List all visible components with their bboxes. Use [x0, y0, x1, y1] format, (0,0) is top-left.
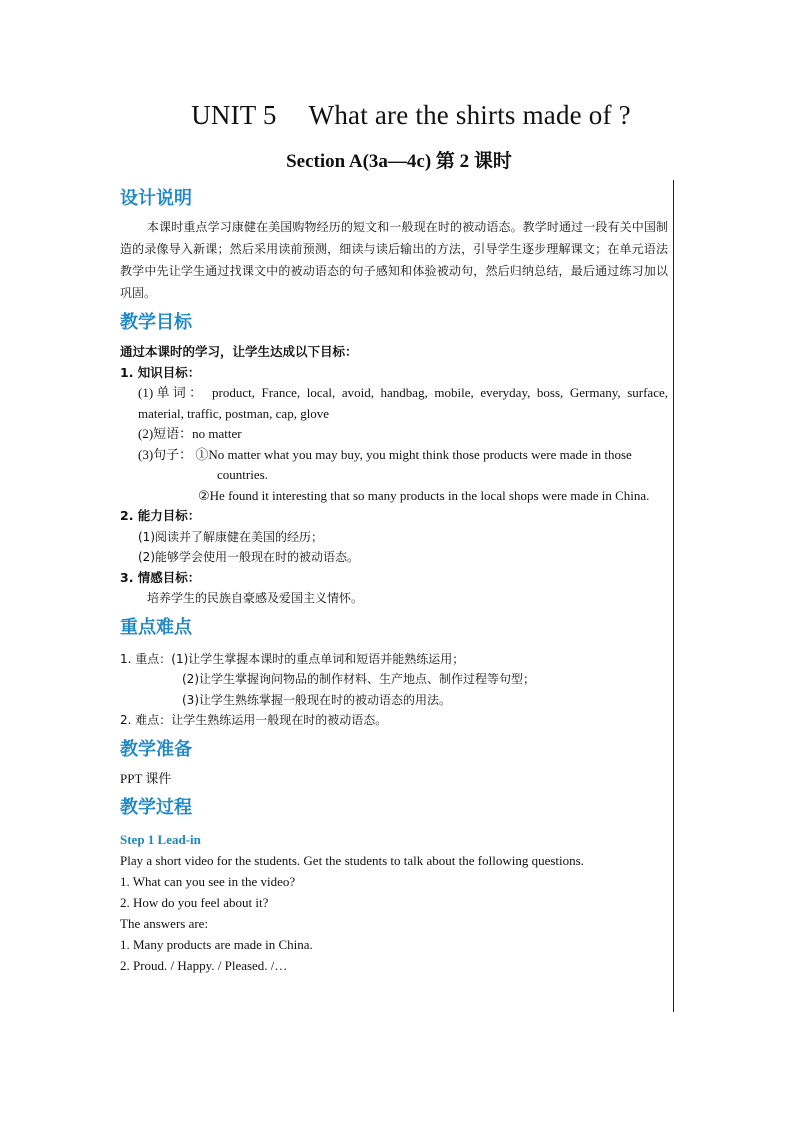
objectives-heading: 教学目标	[120, 312, 192, 333]
objectives-intro: 通过本课时的学习，让学生达成以下目标：	[120, 344, 358, 359]
focus-item2: (2)让学生掌握询问物品的制作材料、生产地点、制作过程等句型；	[182, 672, 536, 686]
ability-item1: (1)阅读并了解康健在美国的经历；	[138, 529, 323, 544]
section-title: Section A(3a—4c) 第 2 课时	[286, 151, 512, 172]
step1-title: Step 1 Lead-in	[120, 832, 201, 847]
process-line: 2. Proud. / Happy. / Pleased. /…	[120, 958, 288, 973]
key-points-heading: 重点难点	[120, 616, 192, 638]
process-line: The answers are:	[120, 916, 209, 931]
ability-item2: (2)能够学会使用一般现在时的被动语态。	[138, 550, 359, 564]
knowledge-sentence2: ②He found it interesting that so many products in the local shops were made in China.	[198, 487, 650, 503]
process-line: 1. Many products are made in China.	[120, 937, 313, 952]
focus-item3: (3)让学生熟练掌握一般现在时的被动语态的用法。	[182, 692, 451, 707]
process-line: Play a short video for the students. Get the students to talk about the following questions.	[120, 853, 584, 868]
process-line: 1. What can you see in the video?	[120, 874, 296, 889]
knowledge-label: 1. 知识目标：	[120, 364, 201, 380]
lesson-content	[120, 186, 668, 976]
emotion-label: 3. 情感目标：	[120, 569, 201, 585]
knowledge-words: (1)单词： product, France, local, avoid, handbag, mobile, everyday, boss, Germany, surface, material, traffic, postman, cap, glove	[138, 385, 668, 421]
preparation-text: PPT 课件	[120, 770, 172, 786]
sentence1-text: ①No matter what you may buy, you might think those products were made in those countries.	[195, 446, 632, 482]
ability-label: 2. 能力目标：	[120, 508, 201, 523]
unit-question: What are the shirts made of ?	[308, 100, 631, 130]
table-border-right	[673, 180, 674, 1012]
unit-number: UNIT 5	[191, 100, 277, 130]
emotion-item1: 培养学生的民族自豪感及爱国主义情怀。	[147, 591, 364, 605]
process-line: 2. How do you feel about it?	[120, 895, 269, 910]
knowledge-sentence1	[120, 445, 668, 486]
unit-title	[0, 100, 794, 131]
difficulty-item: 2. 难点：让学生熟练运用一般现在时的被动语态。	[120, 713, 388, 727]
preparation-heading: 教学准备	[120, 738, 192, 760]
design-text: 本课时重点学习康健在美国购物经历的短文和一般现在时的被动语态。教学时通过一段有关中国制造的录像导入新课；然后采用读前预测，细读与读后输出的方法，引导学生逐步理解课文；在单元语法教学中先让学生通过找课文中的被动语态的句子感知和体验被动句，然后归纳总结，最后通过练习加以巩固。	[120, 220, 668, 300]
sentences-label: (3)句子：	[138, 446, 193, 462]
process-heading: 教学过程	[120, 797, 192, 818]
focus-item1: 1. 重点：(1)让学生掌握本课时的重点单词和短语并能熟练运用；	[120, 651, 465, 666]
design-heading: 设计说明	[120, 188, 192, 209]
knowledge-phrases: (2)短语：no matter	[138, 426, 242, 441]
